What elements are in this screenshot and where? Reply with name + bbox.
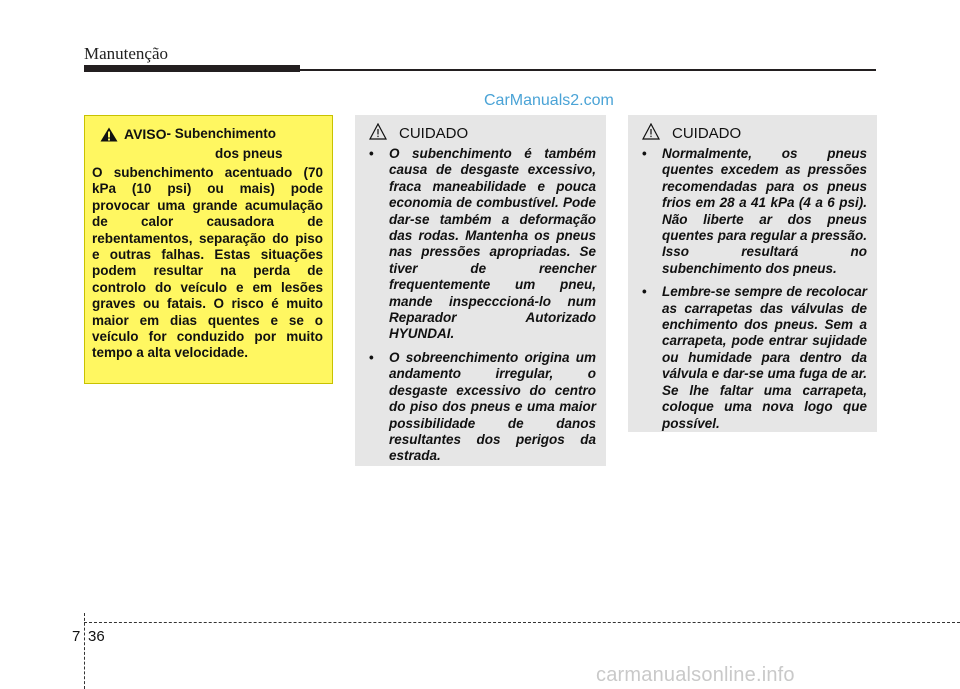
caution-triangle-icon (369, 123, 389, 145)
warning-triangle-icon (100, 127, 120, 146)
footer-horizontal-rule (84, 622, 960, 623)
caution-list-item (640, 146, 867, 277)
chapter-number: 7 (72, 628, 81, 645)
warning-subtitle: dos pneus (215, 146, 283, 161)
caution-heading (367, 123, 596, 145)
bullet: • (642, 146, 647, 161)
caution-list (640, 146, 867, 432)
page-number: 36 (88, 628, 105, 645)
caution-list-item (640, 284, 867, 432)
bullet: • (642, 284, 647, 300)
watermark-link-bottom[interactable]: carmanualsonline.info (596, 664, 795, 686)
caution-title: CUIDADO (399, 125, 469, 142)
warning-label: AVISO (124, 126, 167, 142)
caution-triangle-icon (642, 123, 662, 145)
bullet: • (369, 349, 374, 365)
caution-heading (640, 123, 867, 145)
warning-heading (92, 126, 323, 146)
caution-item-text: Normalmente, os pneus quentes excedem as pressões recomendadas para os pneus frios em 28 a 41 kPa (4 a 6 psi). Não liberte ar dos pneus quentes para regular a pressão. Isso resultará no subenchimento dos pneus. (662, 146, 867, 276)
warning-body: O subenchimento acentuado (70 kPa (10 psi) ou mais) pode provocar uma grande acumulação de calor causadora de rebentamentos, separação do piso e outras falhas. Estas situações podem resultar na perda de controlo do veículo e em lesões graves ou fatais. O risco é muito maior em dias quentes e se o veículo for conduzido por muito tempo a alta velocidade. (92, 165, 323, 361)
caution-item-text: O sobreenchimento origina um andamento irregular, o desgaste excessivo do centro do piso dos pneus e uma maior possibilidade de danos resultantes dos perigos da estrada. (389, 349, 596, 464)
caution-list-item (367, 146, 596, 343)
footer-vertical-rule (84, 613, 85, 689)
caution-list (367, 146, 596, 465)
caution-item-text: O subenchimento é também causa de desgaste excessivo, fraca maneabilidade e pouca economia de combustível. Pode dar-se também a deformação das rodas. Mantenha os pneus nas pressões apropriadas. Se tiver de reencher frequentemente um pneu, mande inspecccioná-lo num Reparador Autorizado HYUNDAI. (389, 146, 596, 342)
caution-item-text: Lembre-se sempre de recolocar as carrapetas das válvulas de enchimento dos pneus. Sem a carrapeta, pode entrar sujidade ou humidade para dentro da válvula e dar-se uma fuga de ar. Se lhe faltar uma carrapeta, coloque uma nova logo que possível. (662, 284, 867, 431)
watermark-link-top[interactable]: CarManuals2.com (484, 92, 614, 109)
bullet: • (369, 146, 374, 161)
caution-box-2 (628, 115, 877, 432)
warning-box (84, 115, 333, 384)
caution-title: CUIDADO (672, 125, 742, 142)
page-header-title: Manutenção (84, 44, 169, 63)
header-rule-thick (84, 65, 300, 72)
caution-box-1 (355, 115, 606, 466)
warning-title: - Subenchimento (166, 126, 277, 141)
header-rule-thin (300, 69, 876, 71)
caution-list-item (367, 350, 596, 465)
